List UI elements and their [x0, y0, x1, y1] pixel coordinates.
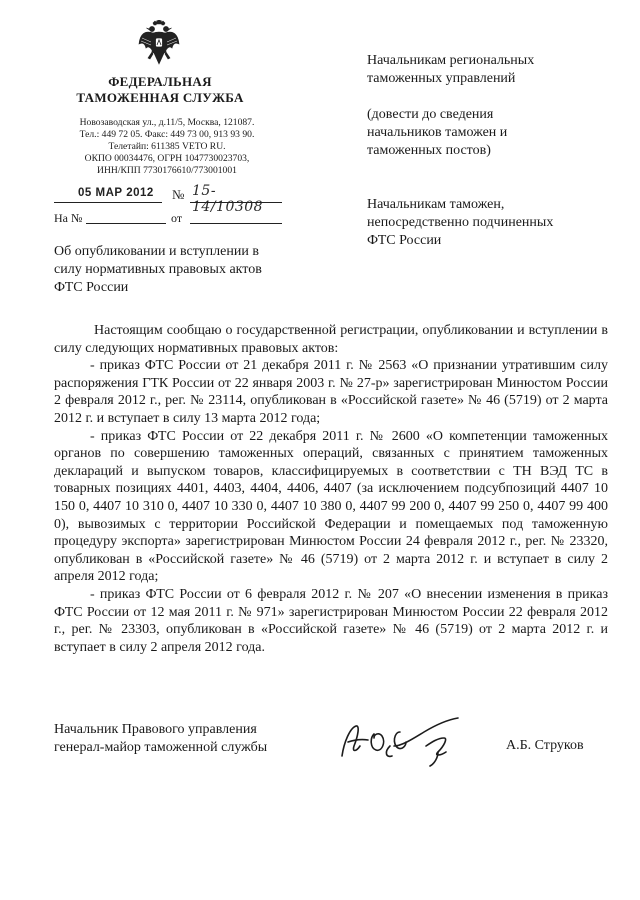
org-line-1: ФЕДЕРАЛЬНАЯ	[108, 74, 212, 89]
addressee-3-line-2: непосредственно подчиненных	[367, 215, 554, 230]
body-intro: Настоящим сообщаю о государственной регистрации, опубликовании и вступлении в силу следующих нормативных правовых актов:	[54, 323, 608, 356]
org-contacts	[52, 117, 282, 177]
reference-line	[54, 211, 282, 229]
body-item-2: - приказ ФТС России от 22 декабря 2011 г. № 2600 «О компетенции таможенных органов по совершению таможенных операций, связанных с принятием таможенных деклараций и выпуском товаров, классифицируемых в соответствии с ТН ВЭД ТС в товарных позициях 4401, 4403, 4404, 4406, 4407 (за исключением подсубпозиций 4407 10 150 0, 4407 10 310 0, 4407 10 330 0, 4407 10 380 0, 4407 99 200 0, 4407 99 250 0, 4407 99 400 0), вывозимых с территории Российской Федерации и помещаемых под таможенную процедуру экспорта» зарегистрирован Минюстом России 24 февраля 2012 г., рег. № 23320, опубликован в «Российской газете» № 46 (5719) от 2 марта 2012 г. и вступает в силу 2 апреля 2012 года;	[54, 428, 608, 585]
addressee-3-line-1: Начальникам таможен,	[367, 197, 505, 212]
addressee-1-line-1: Начальникам региональных	[367, 53, 535, 68]
org-telex: Телетайп: 611385 VETO RU.	[108, 141, 226, 152]
organization-name	[60, 74, 260, 106]
addressee-note	[367, 106, 617, 160]
org-okpo: ОКПО 00034476, ОГРН 1047730023703,	[84, 153, 250, 164]
org-line-2: ТАМОЖЕННАЯ СЛУЖБА	[76, 90, 244, 105]
subject-line-1: Об опубликовании и вступлении в	[54, 244, 259, 259]
document-number: 15-14/10308	[192, 183, 264, 215]
signatory-title	[54, 721, 334, 757]
addressee-regional	[367, 52, 617, 88]
org-inn: ИНН/КПП 7730176610/773001001	[97, 165, 237, 176]
handwritten-signature-icon	[334, 712, 486, 768]
signatory-title-line-2: генерал-майор таможенной службы	[54, 740, 268, 755]
addressee-1-line-2: таможенных управлений	[367, 71, 516, 86]
org-address: Новозаводская ул., д.11/5, Москва, 121087.	[79, 117, 255, 128]
signatory-title-line-1: Начальник Правового управления	[54, 722, 257, 737]
number-sign: №	[172, 187, 185, 202]
letter-subject	[54, 243, 294, 297]
number-underline	[190, 202, 282, 203]
body-item-1: - приказ ФТС России от 21 декабря 2011 г. № 2563 «О признании утратившим силу распоряжения ГТК России от 22 января 2003 г. № 27-р» зарегистрирован Минюстом России 2 февраля 2012 г., рег. № 23114, опубликован в «Российской газете» № 46 (5719) от 2 марта 2012 г. и вступает в силу 13 марта 2012 года;	[54, 358, 608, 426]
ref-number-label: На №	[54, 211, 83, 225]
org-phone: Тел.: 449 72 05. Факс: 449 73 00, 913 93 90.	[79, 129, 255, 140]
ref-date-label: от	[171, 211, 183, 225]
letter-body	[54, 322, 608, 656]
body-item-3: - приказ ФТС России от 6 февраля 2012 г. № 207 «О внесении изменения в приказ ФТС России от 12 мая 2011 г. № 971» зарегистрирован Минюстом России 22 февраля 2012 г., рег. № 23303, опубликован в «Российской газете» № 46 (5719) от 2 марта 2012 г. и вступает в силу 2 апреля 2012 года.	[54, 586, 608, 655]
addressee-2-line-3: таможенных постов)	[367, 143, 491, 158]
addressee-3-line-3: ФТС России	[367, 233, 442, 248]
document-date: 05 МАР 2012	[78, 187, 154, 199]
signatory-name: А.Б. Струков	[506, 738, 584, 753]
ref-number-blank	[86, 223, 166, 224]
addressee-customs	[367, 196, 617, 250]
document-date-number	[54, 183, 282, 215]
addressee-2-line-2: начальников таможен и	[367, 125, 508, 140]
subject-line-2: силу нормативных правовых актов	[54, 262, 262, 277]
date-underline	[54, 202, 162, 203]
addressee-2-line-1: (довести до сведения	[367, 107, 494, 122]
ref-date-blank	[190, 223, 282, 224]
double-headed-eagle-emblem-icon	[137, 20, 181, 68]
subject-line-3: ФТС России	[54, 280, 129, 295]
